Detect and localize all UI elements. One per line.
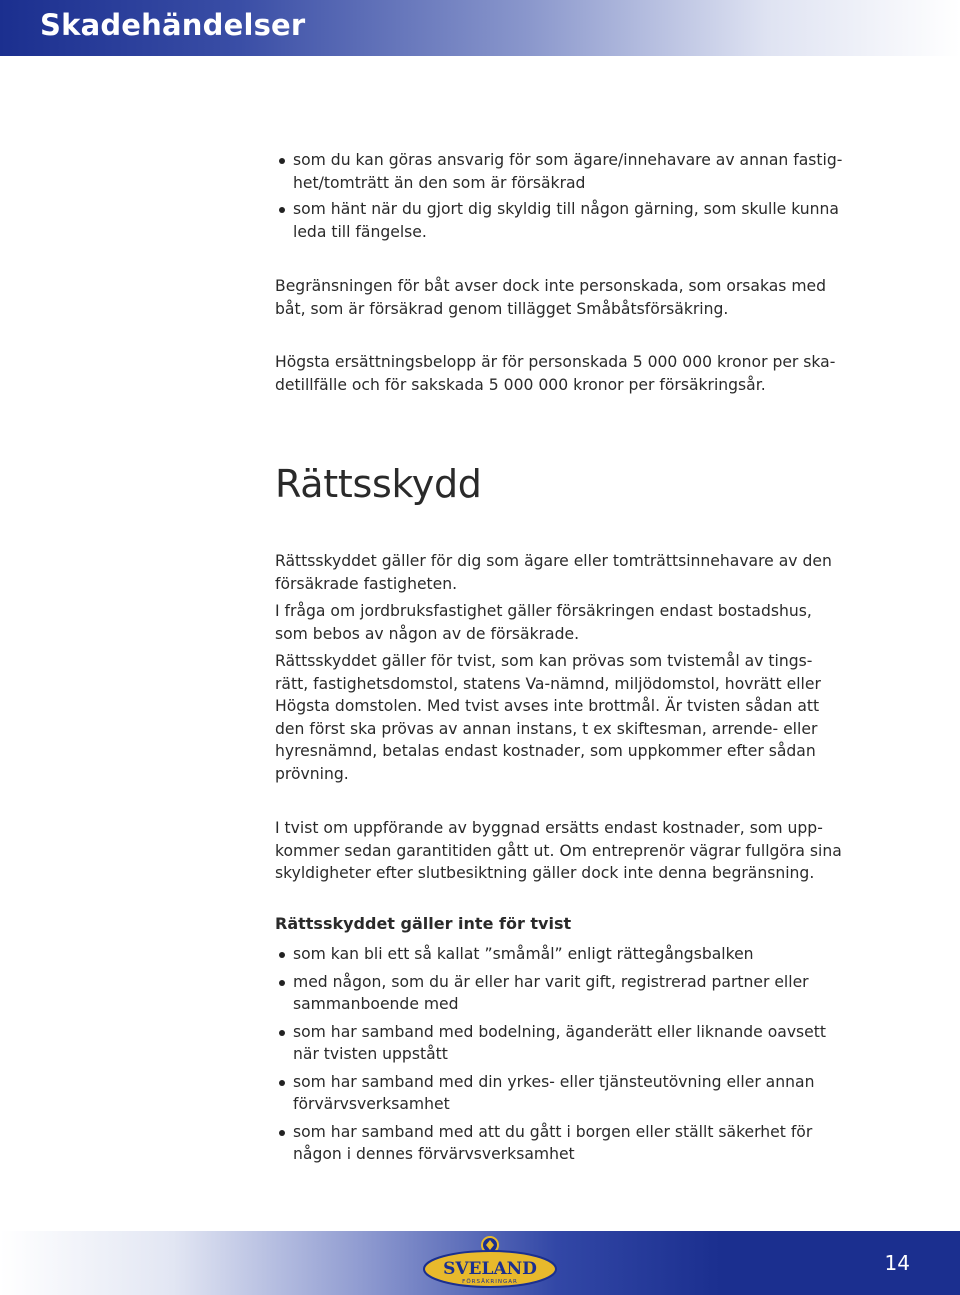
list-item: som har samband med att du gått i borgen eller ställt säkerhet för någon i dennes förvärvsverksamhet	[275, 1121, 875, 1166]
paragraph-scope: Rättsskyddet gäller för dig som ägare eller tomträttsinnehavare av den försäkrade fastigheten.	[275, 552, 832, 593]
sveland-logo	[420, 1235, 560, 1293]
logo-subtext: FÖRSÄKRINGAR	[462, 1279, 518, 1285]
paragraph-farm: I fråga om jordbruksfastighet gäller försäkringen endast bostadshus, som bebos av någon av de försäkrade.	[275, 602, 812, 643]
bullet-icon	[279, 1080, 285, 1086]
bullet-icon	[279, 1030, 285, 1036]
logo-text: SVELAND	[443, 1259, 537, 1279]
exclusions-list	[275, 943, 875, 1166]
paragraph-construction: I tvist om uppförande av byggnad ersätts endast kostnader, som upp- kommer sedan garantitiden gått ut. Om entreprenör vägrar fullgöra sina skyldigheter efter slutbesiktning gäller dock inte denna begränsning.	[275, 819, 842, 882]
page-number: 14	[884, 1251, 910, 1275]
list-item: med någon, som du är eller har varit gift, registrerad partner eller sammanboende med	[275, 971, 875, 1016]
list-item: som kan bli ett så kallat ”småmål” enligt rättegångsbalken	[275, 943, 875, 966]
list-item: som du kan göras ansvarig för som ägare/innehavare av annan fastig- het/tomträtt än den som är försäkrad	[275, 149, 875, 194]
page-footer	[0, 1231, 960, 1295]
bullet-icon	[279, 207, 285, 213]
page-header	[0, 0, 960, 56]
bullet-icon	[279, 980, 285, 986]
bullet-icon	[279, 1130, 285, 1136]
paragraph-dispute: Rättsskyddet gäller för tvist, som kan prövas som tvistemål av tings- rätt, fastighetsdomstol, statens Va-nämnd, miljödomstol, hovrätt eller Högsta domstolen. Med tvist avses inte brottmål. Är tvisten sådan att den först ska prövas av annan instans, t ex skiftesman, arrende- eller hyresnämnd, betalas endast kostnader, som uppkommer efter sådan prövning.	[275, 652, 821, 783]
list-item: som har samband med bodelning, äganderätt eller liknande oavsett när tvisten uppstått	[275, 1021, 875, 1066]
bullet-icon	[279, 158, 285, 164]
header-title: Skadehändelser	[40, 8, 306, 42]
list-item: som har samband med din yrkes- eller tjänsteutövning eller annan förvärvsverksamhet	[275, 1071, 875, 1116]
paragraph-max-amount: Högsta ersättningsbelopp är för personskada 5 000 000 kronor per ska- detillfälle och för sakskada 5 000 000 kronor per försäkringsår.	[275, 353, 836, 394]
exclusions-heading: Rättsskyddet gäller inte för tvist	[275, 914, 572, 933]
list-item: som hänt när du gjort dig skyldig till någon gärning, som skulle kunna leda till fängelse.	[275, 198, 875, 243]
paragraph-boat: Begränsningen för båt avser dock inte personskada, som orsakas med båt, som är försäkrad genom tillägget Småbåtsförsäkring.	[275, 277, 827, 318]
section-title: Rättsskydd	[275, 462, 482, 506]
bullet-icon	[279, 952, 285, 958]
intro-bullet-list	[275, 149, 875, 243]
